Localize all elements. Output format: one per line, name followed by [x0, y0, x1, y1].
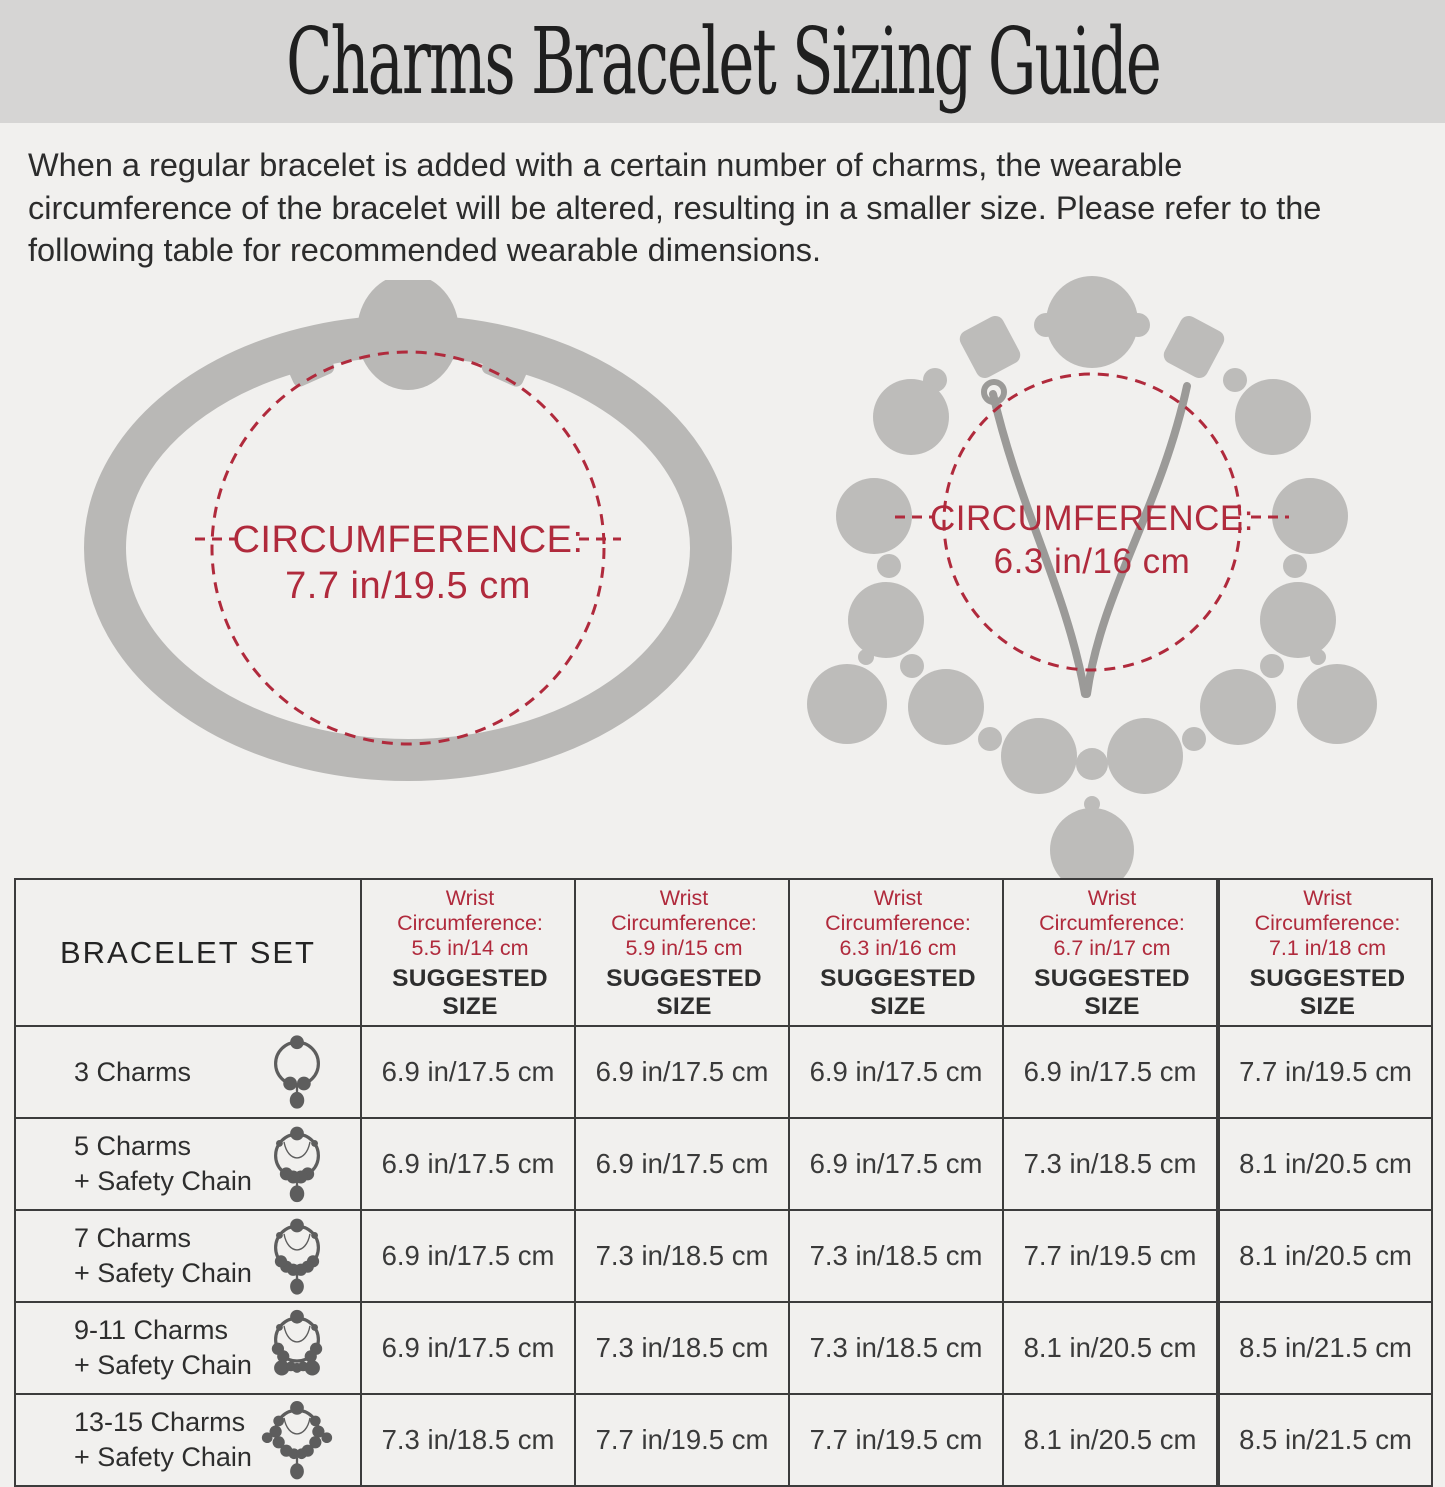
table-row — [15, 1302, 1432, 1394]
size-value: 7.3 in/18.5 cm — [789, 1210, 1003, 1302]
suggested-size-label-2: SUGGESTED SIZE — [820, 965, 976, 1020]
suggested-size-label-1: SUGGESTED SIZE — [606, 965, 762, 1020]
row-label-cell-1 — [15, 1118, 361, 1210]
row-label-cell-3 — [15, 1302, 361, 1394]
wrist-circumference-title-4: Wrist Circumference: — [1254, 886, 1401, 935]
suggested-size-label-4: SUGGESTED SIZE — [1249, 965, 1406, 1020]
column-header-2 — [789, 879, 1003, 1026]
table-header-row — [15, 879, 1432, 1026]
row-sublabel-2: + Safety Chain — [74, 1258, 252, 1288]
size-value: 8.5 in/21.5 cm — [1218, 1394, 1432, 1486]
size-value: 6.9 in/17.5 cm — [361, 1210, 575, 1302]
wrist-circumference-title-2: Wrist Circumference: — [825, 886, 971, 935]
intro-line-2: circumference of the bracelet will be altered, resulting in a smaller size. Please refer to the — [28, 189, 1322, 226]
bracelet-9-11-charms-safety-chain-icon — [258, 1306, 336, 1390]
row-sublabel-4: + Safety Chain — [74, 1442, 252, 1472]
row-label-cell-2 — [15, 1210, 361, 1302]
wrist-circumference-title-3: Wrist Circumference: — [1039, 886, 1185, 935]
wrist-circumference-title-1: Wrist Circumference: — [611, 886, 757, 935]
charm-bracelet-diagram — [735, 272, 1435, 897]
size-value: 6.9 in/17.5 cm — [789, 1118, 1003, 1210]
header-band — [0, 0, 1445, 123]
row-sublabel-1: + Safety Chain — [74, 1166, 252, 1196]
size-value: 6.9 in/17.5 cm — [361, 1302, 575, 1394]
size-value: 7.7 in/19.5 cm — [575, 1394, 789, 1486]
size-value: 7.7 in/19.5 cm — [789, 1394, 1003, 1486]
intro-line-3: following table for recommended wearable dimensions. — [28, 232, 822, 268]
wrist-circumference-size-1: 5.9 in/15 cm — [625, 936, 743, 960]
row-label-2: 7 Charms — [74, 1223, 192, 1253]
wrist-circumference-size-2: 6.3 in/16 cm — [839, 936, 957, 960]
intro-paragraph — [28, 144, 1428, 272]
circumference-value-charms: 6.3 in/16 cm — [993, 542, 1191, 581]
wrist-circumference-size-4: 7.1 in/18 cm — [1268, 936, 1387, 960]
table-row — [15, 1210, 1432, 1302]
size-value: 8.1 in/20.5 cm — [1003, 1394, 1218, 1486]
row-label-1: 5 Charms — [74, 1131, 192, 1161]
size-value: 7.3 in/18.5 cm — [575, 1302, 789, 1394]
size-value: 8.1 in/20.5 cm — [1218, 1118, 1432, 1210]
sizing-table — [14, 878, 1433, 1487]
size-value: 6.9 in/17.5 cm — [361, 1118, 575, 1210]
bracelet-5-charms-safety-chain-icon — [258, 1122, 336, 1206]
column-header-3 — [1003, 879, 1218, 1026]
table-row — [15, 1026, 1432, 1118]
size-value: 6.9 in/17.5 cm — [575, 1118, 789, 1210]
circumference-annotation-charms — [895, 374, 1289, 670]
row-label-cell-4 — [15, 1394, 361, 1486]
intro-line-1: When a regular bracelet is added with a certain number of charms, the wearable — [28, 147, 1183, 183]
size-value: 8.5 in/21.5 cm — [1218, 1302, 1432, 1394]
circumference-value-plain: 7.7 in/19.5 cm — [285, 565, 531, 607]
circumference-caption-plain: CIRCUMFERENCE: — [232, 519, 584, 561]
bracelet-set-header: BRACELET SET — [15, 879, 361, 1026]
size-value: 6.9 in/17.5 cm — [361, 1026, 575, 1118]
size-value: 7.3 in/18.5 cm — [361, 1394, 575, 1486]
row-label-cell-0 — [15, 1026, 361, 1118]
size-value: 7.3 in/18.5 cm — [575, 1210, 789, 1302]
suggested-size-label-3: SUGGESTED SIZE — [1034, 965, 1190, 1020]
size-value: 8.1 in/20.5 cm — [1003, 1302, 1218, 1394]
charm-bracelet-silhouette — [807, 276, 1377, 892]
plain-bracelet-diagram — [45, 280, 735, 820]
size-value: 6.9 in/17.5 cm — [575, 1026, 789, 1118]
bracelet-3-charms-icon — [258, 1030, 336, 1114]
size-value: 7.7 in/19.5 cm — [1218, 1026, 1432, 1118]
row-label-3: 9-11 Charms — [74, 1315, 229, 1345]
bracelet-13-15-charms-safety-chain-icon — [258, 1398, 336, 1482]
column-header-4 — [1218, 879, 1432, 1026]
row-label-4: 13-15 Charms — [74, 1407, 246, 1437]
column-header-0 — [361, 879, 575, 1026]
page-title: Charms Bracelet Sizing Guide — [285, 7, 1160, 115]
wrist-circumference-title-0: Wrist Circumference: — [397, 886, 543, 935]
size-value: 8.1 in/20.5 cm — [1218, 1210, 1432, 1302]
size-value: 6.9 in/17.5 cm — [789, 1026, 1003, 1118]
size-value: 7.3 in/18.5 cm — [1003, 1118, 1218, 1210]
table-row — [15, 1118, 1432, 1210]
size-value: 7.3 in/18.5 cm — [789, 1302, 1003, 1394]
table-row — [15, 1394, 1432, 1486]
size-value: 6.9 in/17.5 cm — [1003, 1026, 1218, 1118]
bracelet-7-charms-safety-chain-icon — [258, 1214, 336, 1298]
size-value: 7.7 in/19.5 cm — [1003, 1210, 1218, 1302]
circumference-caption-charms: CIRCUMFERENCE: — [930, 499, 1254, 538]
row-sublabel-3: + Safety Chain — [74, 1350, 252, 1380]
row-label-0: 3 Charms — [74, 1056, 192, 1087]
wrist-circumference-size-0: 5.5 in/14 cm — [411, 936, 529, 960]
wrist-circumference-size-3: 6.7 in/17 cm — [1053, 936, 1171, 960]
column-header-1 — [575, 879, 789, 1026]
circumference-annotation-plain — [195, 352, 621, 744]
suggested-size-label-0: SUGGESTED SIZE — [392, 965, 548, 1020]
